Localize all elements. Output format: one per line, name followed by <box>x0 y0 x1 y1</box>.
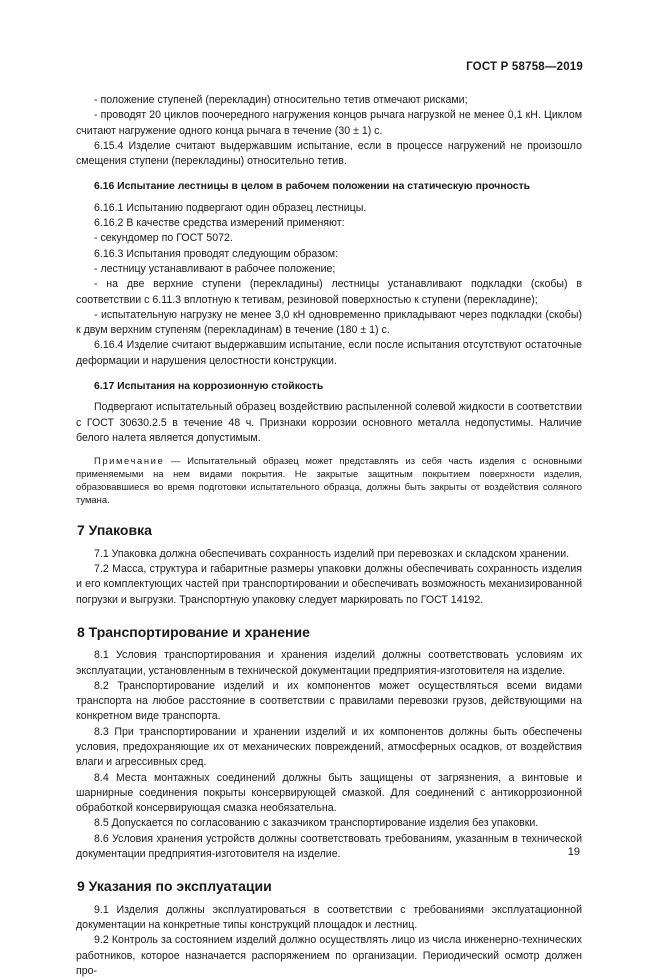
page-content <box>76 93 582 979</box>
page-number: 19 <box>567 846 580 858</box>
section-heading-7: 7 Упаковка <box>77 522 152 539</box>
paragraph: 6.16.4 Изделие считают выдержавшим испытание, если после испытания отсутствуют остаточные деформации и нарушения целостности конструкции. <box>76 339 582 367</box>
paragraph: - проводят 20 циклов поочередного нагружения концов рычага нагрузкой не менее 0,1 кН. Циклом считают нагружение одного конца рычага в течение (30 ± 1) с. <box>76 109 582 137</box>
paragraph: - лестницу устанавливают в рабочее положение; <box>94 262 336 275</box>
paragraph: 8.5 Допускается по согласованию с заказчиком транспортирование изделия без упаковки. <box>94 817 539 830</box>
paragraph: 6.16.1 Испытанию подвергают один образец лестницы. <box>94 201 367 214</box>
paragraph: 6.16.3 Испытания проводят следующим образом: <box>94 247 339 260</box>
paragraph: 9.1 Изделия должны эксплуатироваться в соответствии с требованиями эксплуатационной документации на конкретные типы конструкций площадок и лестниц. <box>76 903 582 931</box>
section-heading-9: 9 Указания по эксплуатации <box>77 878 272 895</box>
paragraph: 8.1 Условия транспортирования и хранения изделий должны соответствовать условиям их эксплуатации, установленным в технической документации предприятия-изготовителя на изделие. <box>76 649 582 677</box>
paragraph: 7.1 Упаковка должна обеспечивать сохранность изделий при перевозках и складском хранении. <box>94 547 570 560</box>
paragraph: - секундомер по ГОСТ 5072. <box>94 232 233 245</box>
paragraph: 8.2 Транспортирование изделий и их компонентов может осуществляться всеми видами транспорта на любое расстояние в соответствии с правилами перевозки грузов, действующими на конкретном виде транспорта. <box>76 679 582 723</box>
paragraph: 8.4 Места монтажных соединений должны быть защищены от загрязнения, а винтовые и шарнирные соединения покрыты консервирующей смазкой. Для соединений с антикоррозионной обработкой консервирующая смазка необязательна. <box>76 771 582 815</box>
note-label: Примечание <box>94 455 165 467</box>
paragraph: 8.3 При транспортировании и хранении изделий и их компонентов должны быть обеспечены условия, предохраняющие их от механических повреждений, атмосферных осадков, от воздействия влаги и агрессивных сред. <box>76 725 582 769</box>
note <box>76 455 582 506</box>
section-heading-8: 8 Транспортирование и хранение <box>77 623 310 640</box>
paragraph: Подвергают испытательный образец воздействию распыленной солевой жидкости в соответствии с ГОСТ 30630.2.5 в течение 48 ч. Признаки коррозии основного металла недопустимы. Наличие белого налета является допустимым. <box>76 401 582 444</box>
paragraph: 8.6 Условия хранения устройств должны соответствовать требованиям, указанным в технической документации предприятия-изготовителя на изделие. <box>76 832 582 861</box>
paragraph: - на две верхние ступени (перекладины) лестницы устанавливают подкладки (скобы) в соответствии с 6.11.3 вплотную к тетивам, резиновой поверхностью к ступени (перекладине); <box>76 278 582 306</box>
section-heading-6-16: 6.16 Испытание лестницы в целом в рабочем положении на статическую прочность <box>94 181 531 193</box>
paragraph: - положение ступеней (перекладин) относительно тетив отмечают рисками; <box>94 94 468 106</box>
doc-code-header: ГОСТ Р 58758—2019 <box>466 61 583 73</box>
paragraph: 7.2 Масса, структура и габаритные размеры упаковки должны обеспечивать сохранность изделия и его комплектующих частей при транспортировании и обеспечивать возможность механизированной погрузки и выгрузки. Транспортную упаковку следует маркировать по ГОСТ 14192. <box>76 563 582 606</box>
paragraph: 9.2 Контроль за состоянием изделий должно осуществлять лицо из числа инженерно-технических работников, которое назначается распоряжением по организации. Периодический осмотр должен про- <box>76 934 582 977</box>
paragraph: 6.15.4 Изделие считают выдержавшим испытание, если в процессе нагружений не произошло смещения ступени (перекладины) относительно тетив. <box>76 139 582 168</box>
paragraph: 6.16.2 В качестве средства измерений применяют: <box>94 217 345 230</box>
section-heading-6-17: 6.17 Испытания на коррозионную стойкость <box>94 381 324 393</box>
paragraph: - испытательную нагрузку не менее 3,0 кН одновременно прикладывают через подкладки (скобы) к двум верхним ступеням (перекладинам) в течение (180 ± 1) с. <box>76 308 582 337</box>
note-text: — Испытательный образец может представлять из себя часть изделия с основными применяемыми на нем видами покрытия. Не закрытые защитным покрытием поверхности изделия, образовавшиеся во время подготовки испытательного образца, должны быть закрыты от воздействия соляного тумана. <box>76 455 582 505</box>
